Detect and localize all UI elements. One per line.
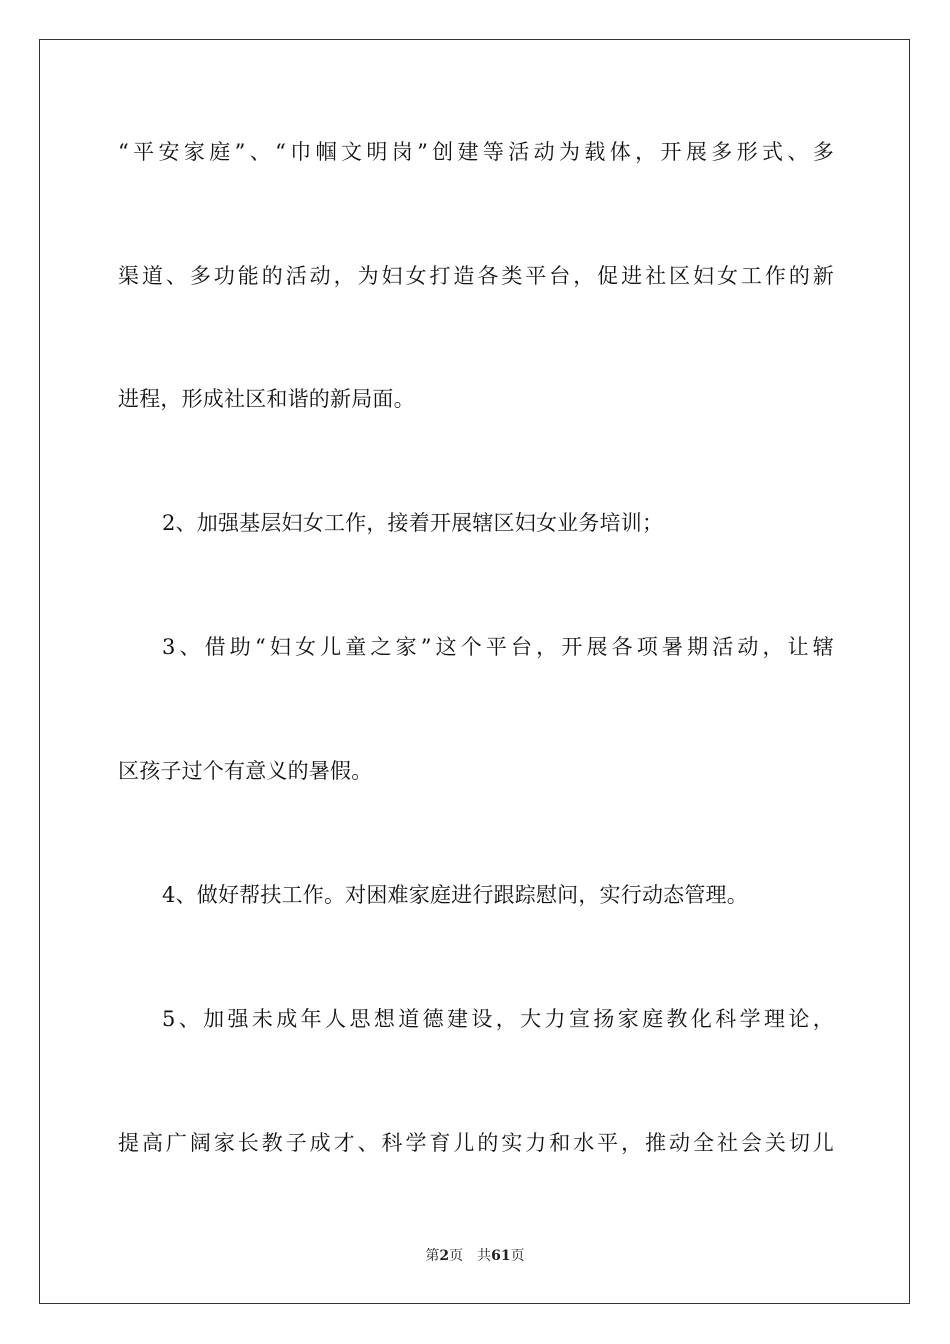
list-item-2: 2、加强基层妇女工作，接着开展辖区妇女业务培训； — [162, 511, 664, 535]
page-border — [39, 39, 910, 1304]
page-label-suffix: 页 — [449, 1248, 464, 1264]
list-item-3: 3、借助“妇女儿童之家”这个平台，开展各项暑期活动，让辖 — [162, 635, 834, 659]
list-item-5: 5、加强未成年人思想道德建设，大力宣扬家庭教化科学理论， — [162, 1007, 834, 1031]
body-text-line: 区孩子过个有意义的暑假。 — [118, 759, 373, 783]
list-item-4: 4、做好帮扶工作。对困难家庭进行跟踪慰问，实行动态管理。 — [162, 883, 748, 907]
total-pages: 61 — [491, 1248, 511, 1264]
body-text-line: 进程，形成社区和谐的新局面。 — [118, 387, 415, 411]
body-text-line: 渠道、多功能的活动，为妇女打造各类平台，促进社区妇女工作的新 — [118, 264, 834, 288]
page-number: 2 — [439, 1248, 450, 1264]
page-label-prefix: 第 — [425, 1248, 440, 1264]
total-label-suffix: 页 — [510, 1248, 525, 1264]
body-text-line: 提高广阔家长教子成才、科学育儿的实力和水平，推动全社会关切儿 — [118, 1131, 834, 1155]
body-text-line: “平安家庭”、“巾帼文明岗”创建等活动为载体，开展多形式、多 — [118, 140, 834, 164]
page-footer — [0, 1247, 950, 1265]
total-label-prefix: 共 — [477, 1248, 492, 1264]
